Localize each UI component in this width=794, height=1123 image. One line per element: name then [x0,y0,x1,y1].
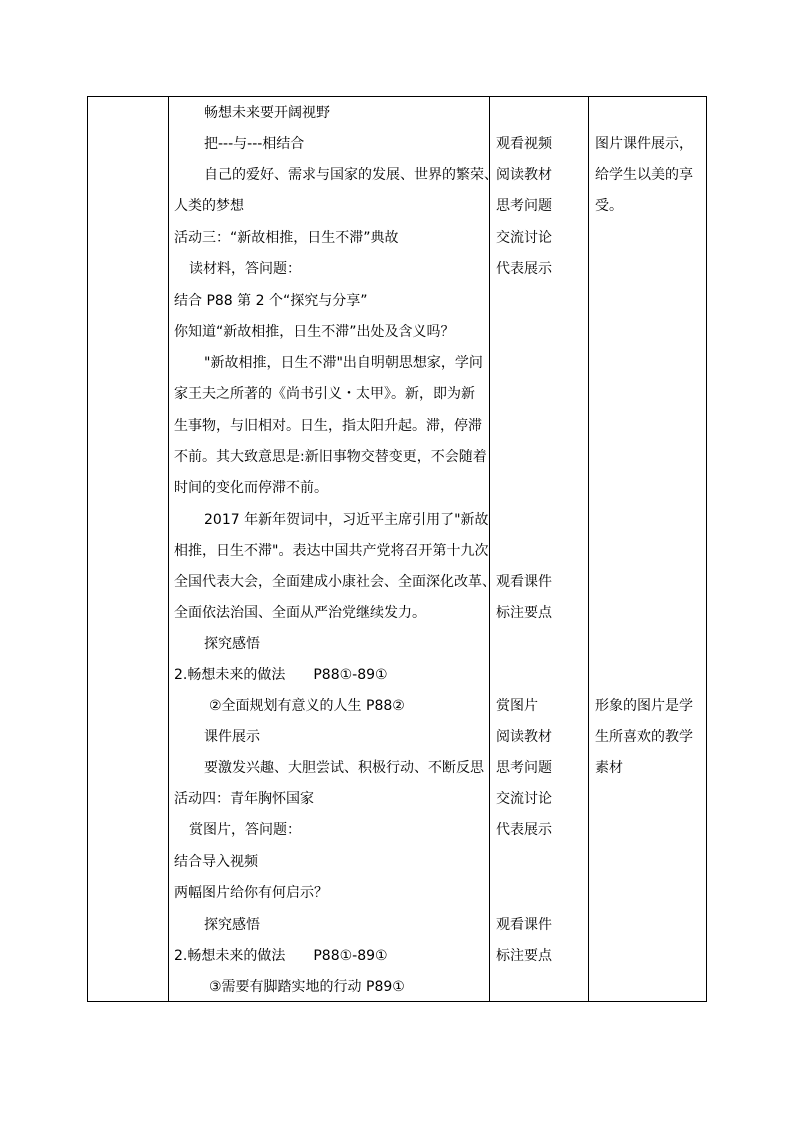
content-line: 家王夫之所著的《尚书引义・太甲》。新，即为新 [174,386,475,402]
content-line: 要激发兴趣、大胆尝试、积极行动、不断反思 [204,760,484,776]
student-activity: 观看视频 [496,136,552,152]
design-note: 生所喜欢的教学 [595,729,693,745]
content-line: "新故相推，日生不滞"出自明朝思想家，学问 [204,355,483,371]
content-line: 全面依法治国、全面从严治党继续发力。 [174,605,426,621]
content-line: 相推，日生不滞"。表达中国共产党将召开第十九次 [174,543,489,559]
content-line: 不前。其大致意思是:新旧事物交替变更，不会随着 [174,449,487,465]
design-note: 图片课件展示， [595,136,693,152]
content-line: ③需要有脚踏实地的行动 P89① [209,979,405,995]
content-line: 人类的梦想 [174,198,244,214]
content-line: 生事物，与旧相对。日生，指太阳升起。滞，停滞 [174,418,482,434]
design-note: 形象的图片是学 [595,698,693,714]
student-activity: 赏图片 [496,698,538,714]
content-line: 2.畅想未来的做法 P88①-89① [174,667,388,683]
content-line: 2.畅想未来的做法 P88①-89① [174,948,388,964]
student-activity: 标注要点 [496,948,552,964]
content-line: 时间的变化而停滞不前。 [174,480,328,496]
content-line: 结合 P88 第 2 个“探究与分享” [174,293,368,309]
content-line: 2017 年新年贺词中，习近平主席引用了"新故 [204,512,489,528]
column-divider [588,97,589,1001]
content-line: 课件展示 [204,729,260,745]
activity-heading: 活动三：“新故相推，日生不滞”典故 [174,230,399,246]
content-line: 畅想未来要开阔视野 [204,105,330,121]
content-line: 读材料，答问题： [189,261,301,277]
content-line: 探究感悟 [204,636,260,652]
content-line: 结合导入视频 [174,854,258,870]
content-line: 赏图片，答问题： [189,822,301,838]
activity-heading: 活动四：青年胸怀国家 [174,791,314,807]
content-line: 你知道“新故相推，日生不滞”出处及含义吗？ [174,324,455,340]
design-note: 受。 [595,198,623,214]
student-activity: 观看课件 [496,917,552,933]
content-line: 两幅图片给你有何启示？ [174,885,328,901]
content-line: 自己的爱好、需求与国家的发展、世界的繁荣、 [204,167,498,183]
column-divider [489,97,490,1001]
design-note: 素材 [595,760,623,776]
student-activity: 思考问题 [496,760,552,776]
column-divider [168,97,169,1001]
student-activity: 思考问题 [496,198,552,214]
student-activity: 阅读教材 [496,167,552,183]
student-activity: 阅读教材 [496,729,552,745]
student-activity: 代表展示 [496,822,552,838]
student-activity: 标注要点 [496,605,552,621]
lesson-table [87,96,707,1002]
student-activity: 代表展示 [496,261,552,277]
student-activity: 交流讨论 [496,791,552,807]
content-line: 把---与---相结合 [204,136,305,152]
student-activity: 观看课件 [496,574,552,590]
content-line: 全国代表大会，全面建成小康社会、全面深化改革、 [174,574,496,590]
student-activity: 交流讨论 [496,230,552,246]
content-line: 探究感悟 [204,917,260,933]
content-line: ②全面规划有意义的人生 P88② [209,698,405,714]
design-note: 给学生以美的享 [595,167,693,183]
